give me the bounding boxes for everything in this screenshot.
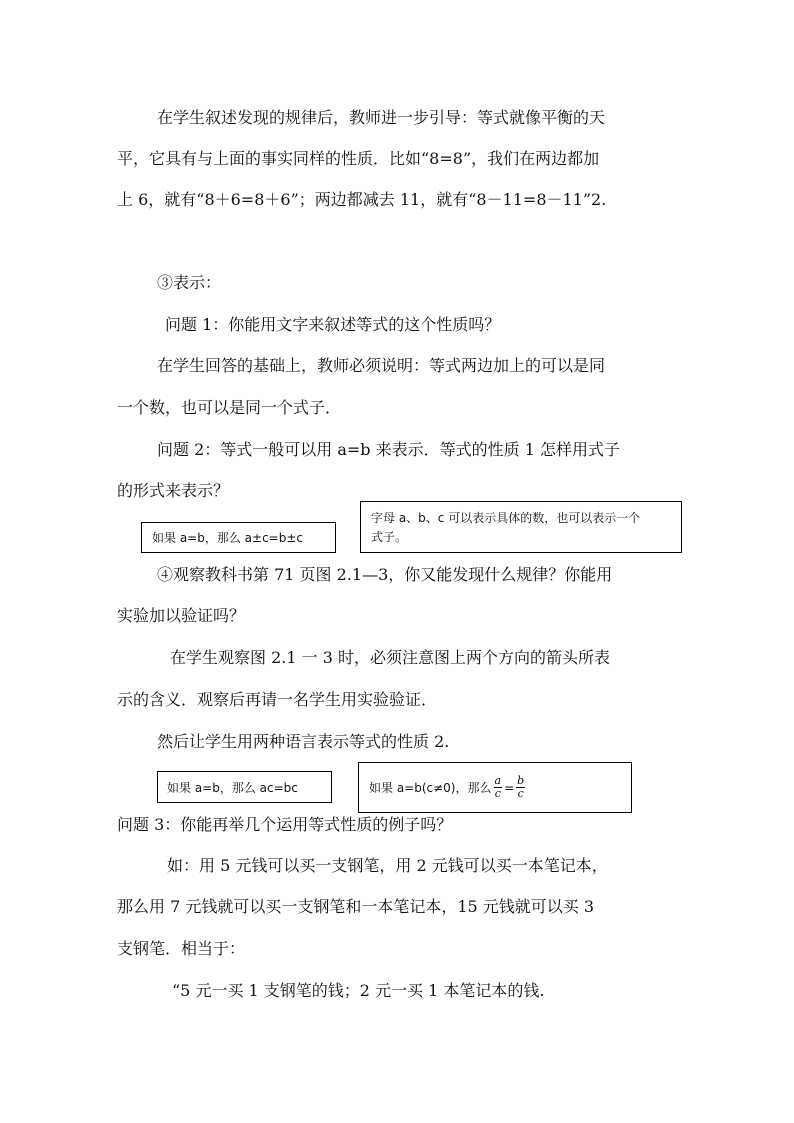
- section-4-line: 实验加以验证吗？: [117, 606, 246, 625]
- fraction-b-over-c: $\frac{b}{c}$: [517, 774, 525, 800]
- question-1: 问题 1：你能用文字来叙述等式的这个性质吗？: [165, 315, 501, 334]
- paragraph-line: 在学生叙述发现的规律后，教师进一步引导：等式就像平衡的天: [157, 108, 606, 127]
- question-2-line: 问题 2：等式一般可以用 a=b 来表示．等式的性质 1 怎样用式子: [157, 440, 620, 459]
- note-line: 式子。: [371, 530, 408, 544]
- paragraph-line: 在学生回答的基础上，教师必须说明：等式两边加上的可以是同: [157, 356, 606, 375]
- paragraph-line: 在学生观察图 2.1 一 3 时，必须注意图上两个方向的箭头所表: [170, 648, 610, 667]
- paragraph-line: 一个数，也可以是同一个式子．: [117, 398, 342, 417]
- paragraph-line: 示的含义．观察后再请一名学生用实验验证．: [117, 690, 438, 709]
- paragraph-line: 然后让学生用两种语言表示等式的性质 2.: [157, 732, 450, 751]
- fraction-a-over-c: $\frac{a}{c}$: [494, 774, 502, 800]
- question-2-line: 的形式来表示？: [117, 481, 230, 500]
- example-line: 那么用 7 元钱就可以买一支钢笔和一本笔记本，15 元钱就可以买 3: [117, 897, 595, 916]
- section-heading: ③表示：: [157, 273, 222, 292]
- note-line: 字母 a、b、c 可以表示具体的数，也可以表示一个: [371, 511, 641, 525]
- paragraph-line: 平，它具有与上面的事实同样的性质．比如“8=8”，我们在两边都加: [117, 149, 600, 168]
- formula-text: 如果 a=b，那么 ac=bc: [167, 781, 298, 795]
- note-box: [360, 501, 682, 553]
- example-line: 支钢笔．相当于：: [117, 939, 246, 958]
- question-3: 问题 3：你能再举几个运用等式性质的例子吗？: [117, 815, 453, 834]
- formula-prefix: 如果 a=b(c≠0)，那么: [369, 781, 492, 795]
- formula-box-property-1: [141, 522, 336, 553]
- example-line: 如：用 5 元钱可以买一支钢笔，用 2 元钱可以买一本笔记本，: [167, 856, 608, 875]
- formula-box-property-2: [157, 771, 332, 803]
- formula-text: 如果 a=b，那么 a±c=b±c: [152, 531, 303, 545]
- quote-line: “5 元一买 1 支钢笔的钱；2 元一买 1 本笔记本的钱.: [172, 981, 545, 1000]
- formula-box-division: [358, 762, 632, 813]
- equals-sign: =: [504, 780, 515, 795]
- paragraph-line: 上 6，就有“8＋6=8＋6”；两边都减去 11，就有“8－11=8－11”2.: [117, 190, 607, 209]
- section-4-line: ④观察教科书第 71 页图 2.1—3，你又能发现什么规律？你能用: [157, 565, 613, 584]
